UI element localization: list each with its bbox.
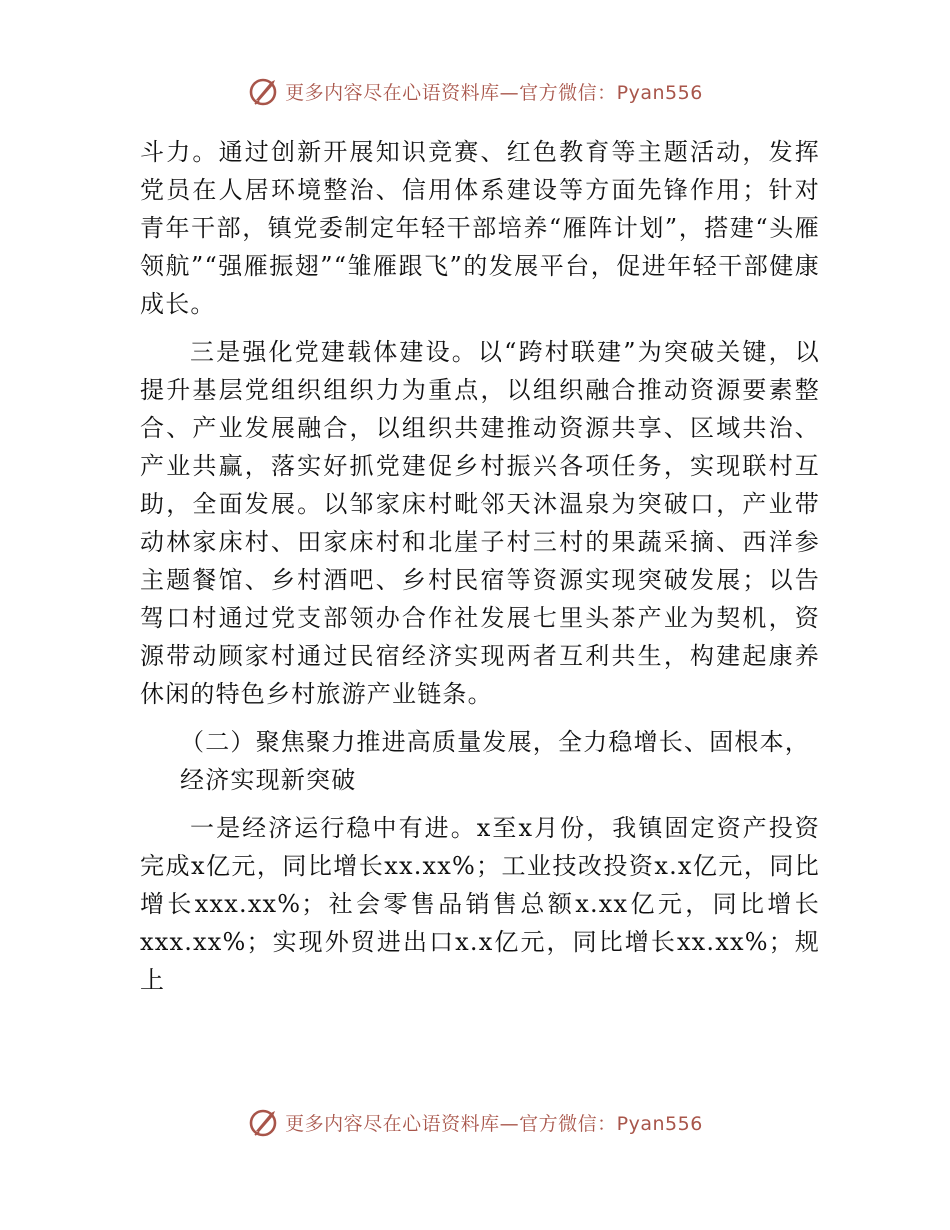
quill-circle-logo-icon [247,74,281,108]
document-body [140,133,820,999]
watermark-banner-bottom [0,1102,950,1142]
paragraph-economy: 一是经济运行稳中有进。x至x月份，我镇固定资产投资完成x亿元，同比增长xx.xx%；工业技改投资x.x亿元，同比增长xxx.xx%；社会零售品销售总额x.xx亿元，同比增长xxx.xx%；实现外贸进出口x.x亿元，同比增长xx.xx%；规上 [140,814,820,994]
paragraph-continued: 斗力。通过创新开展知识竞赛、红色教育等主题活动，发挥党员在人居环境整治、信用体系建设等方面先锋作用；针对青年干部，镇党委制定年轻干部培养“雁阵计划”，搭建“头雁领航”“强雁振翅”“雏雁跟飞”的发展平台，促进年轻干部健康成长。 [140,138,820,318]
section-heading [140,723,820,799]
quill-circle-logo-icon [247,1105,281,1139]
watermark-banner-top [0,71,950,111]
section-heading-line-1: （二）聚焦聚力推进高质量发展，全力稳增长、固根本， [180,728,810,756]
section-heading-line-2: 经济实现新突破 [180,766,357,794]
watermark-text: 更多内容尽在心语资料库—官方微信：Pyan556 [285,1112,703,1135]
paragraph-party-building: 三是强化党建载体建设。以“跨村联建”为突破关键，以提升基层党组织组织力为重点，以组织融合推动资源要素整合、产业发展融合，以组织共建推动资源共享、区域共治、产业共赢，落实好抓党建促乡村振兴各项任务，实现联村互助，全面发展。以邹家床村毗邻天沐温泉为突破口，产业带动林家床村、田家床村和北崖子村三村的果蔬采摘、西洋参主题餐馆、乡村酒吧、乡村民宿等资源实现突破发展；以告驾口村通过党支部领办合作社发展七里头茶产业为契机，资源带动顾家村通过民宿经济实现两者互利共生，构建起康养休闲的特色乡村旅游产业链条。 [140,338,820,708]
watermark-text: 更多内容尽在心语资料库—官方微信：Pyan556 [285,81,703,104]
